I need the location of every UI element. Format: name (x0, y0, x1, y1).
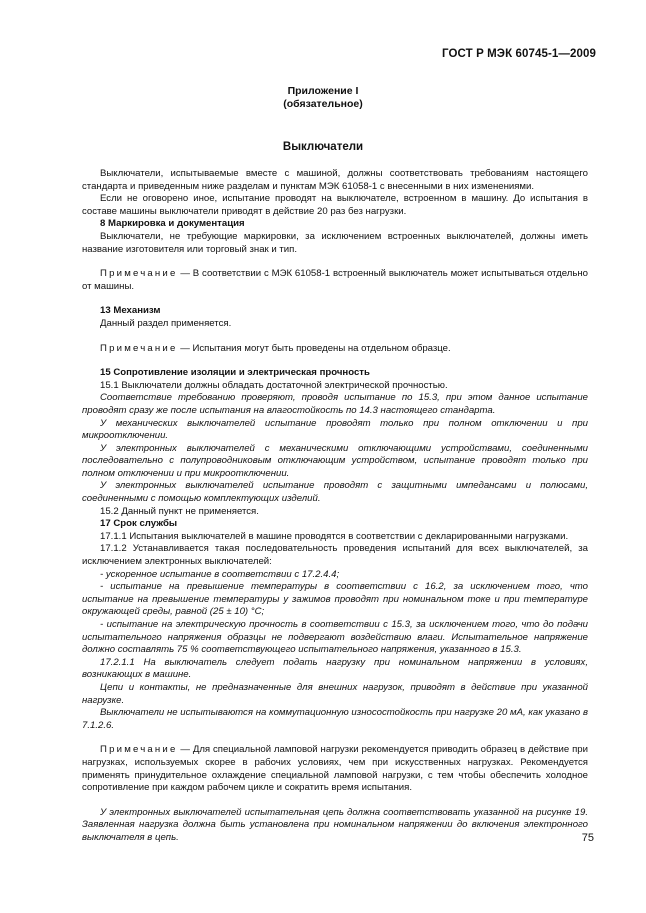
note-text: — Испытания могут быть проведены на отдельном образце. (177, 342, 451, 354)
paragraph: 17.1.2 Устанавливается такая последовательность проведения испытаний для всех выключателей, за исключением электронных выключателей: (82, 543, 588, 568)
note-label: Примечание (100, 268, 178, 280)
clause-heading-8: 8 Маркировка и документация (100, 218, 245, 230)
paragraph: 15.2 Данный пункт не применяется. (100, 505, 259, 517)
annex-subtitle: (обязательное) (283, 98, 363, 110)
note-label: Примечание (100, 744, 178, 756)
section-title: Выключатели (282, 141, 364, 153)
note (82, 343, 588, 356)
paragraph: Если не оговорено иное, испытание проводят на выключателе, встроенном в машину. До испытания в составе машины выключатели приводят в действие 20 раз без нагрузки. (82, 193, 588, 217)
paragraph: У механических выключателей испытание проводят только при полном отключении и при микроотключении. (82, 417, 588, 442)
list-item: - ускоренное испытание в соответствии с 17.2.4.4; (100, 568, 340, 580)
clause-heading-15: 15 Сопротивление изоляции и электрическая прочность (100, 367, 370, 379)
annex-title: Приложение I (287, 85, 359, 97)
paragraph: 15.1 Выключатели должны обладать достаточной электрической прочностью. (100, 379, 448, 391)
paragraph: У электронных выключателей с механическими отключающими устройствами, соединенными последовательно с полупроводниковым отключающим устройством, испытание проводят только при полном отключении и при микроотключении. (82, 442, 588, 479)
paragraph: 17.2.1.1 На выключатель следует подать нагрузку при номинальном напряжении в условиях, возникающих в машине. (82, 656, 588, 681)
page-number: 75 (581, 832, 594, 844)
document-code: ГОСТ Р МЭК 60745-1—2009 (442, 48, 596, 60)
paragraph: Выключатели, не требующие маркировки, за исключением встроенных выключателей, должны иметь название изготовителя или торговый знак и тип. (82, 230, 588, 255)
list-item: - испытание на превышение температуры в соответствии с 16.2, за исключением того, что испытание на превышение температуры у зажимов проводят при номинальном токе и при температуре окружающей среды, равной (25 ± 10) °С; (82, 581, 588, 618)
document-body (82, 168, 588, 845)
paragraph: Соответствие требованию проверяют, проводя испытание по 15.3, при этом данное испытание проводят сразу же после испытания на влагостойкость по 14.3 настоящего стандарта. (82, 392, 588, 416)
note (82, 268, 588, 293)
clause-heading-13: 13 Механизм (100, 305, 161, 317)
list-item: - испытание на электрическую прочность в соответствии с 15.3, за исключением того, что до подачи испытательного напряжения образцы не подвергают воздействию влаги. Испытательное напряжение должно составлять 75 % соответствующего испытательного напряжения, указанного в 15.3. (82, 619, 588, 656)
clause-heading-17: 17 Срок службы (100, 518, 178, 530)
paragraph: У электронных выключателей испытательная цепь должна соответствовать указанной на рисунке 19. Заявленная нагрузка должна быть установлена при номинальном напряжении до включения электронного выключателя в цепь. (82, 806, 588, 843)
note (82, 744, 588, 794)
paragraph: Цепи и контакты, не предназначенные для внешних нагрузок, приводят в действие при указанной нагрузке. (82, 681, 588, 706)
note-text: — В соответствии с МЭК 61058-1 встроенный выключатель может испытываться отдельно от машины. (82, 268, 588, 292)
paragraph: Данный раздел применяется. (100, 317, 232, 329)
note-text: — Для специальной ламповой нагрузки рекомендуется приводить образец в действие при нагрузках, используемых скорее в рабочих условиях, чем при искусственных нагрузках. Рекомендуется применять принудительное охлаждение специальной ламповой нагрузки, с тем чтобы обеспечить холодное сопротивление при каждом рабочем цикле и сократить время испытания. (82, 744, 588, 794)
paragraph: 17.1.1 Испытания выключателей в машине проводятся в соответствии с декларированными нагрузками. (100, 530, 569, 542)
note-label: Примечание (100, 342, 178, 354)
paragraph: Выключатели не испытываются на коммутационную износостойкость при нагрузке 20 мА, как указано в 7.1.2.6. (82, 707, 588, 731)
paragraph: У электронных выключателей испытание проводят с защитными импедансами и полюсами, соединенными с помощью комплектующих изделий. (82, 480, 588, 505)
paragraph: Выключатели, испытываемые вместе с машиной, должны соответствовать требованиям настоящего стандарта и приведенным ниже разделам и пунктам МЭК 61058-1 с внесенными в них изменениями. (82, 168, 588, 192)
